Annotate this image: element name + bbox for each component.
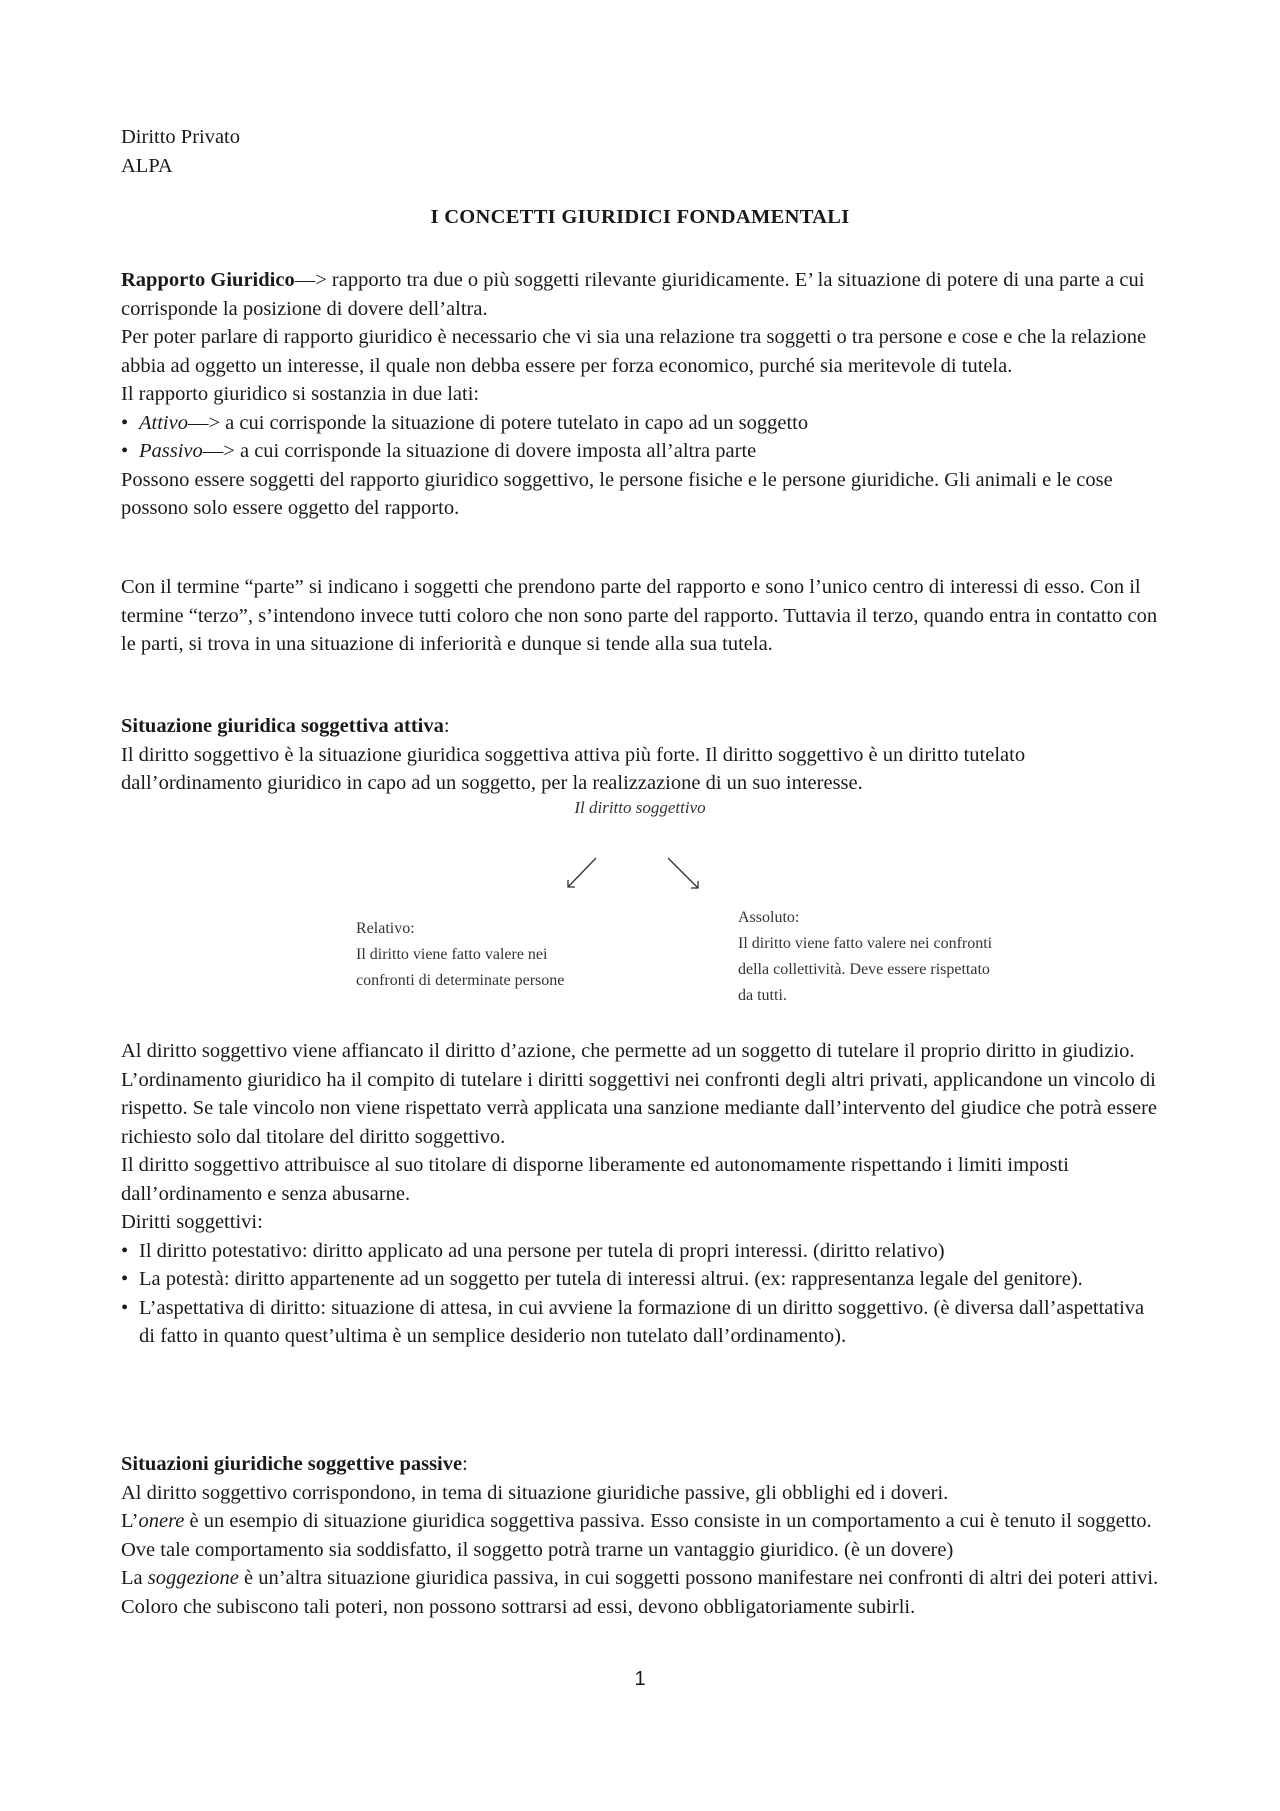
rapporto-paragraph-2: Per poter parlare di rapporto giuridico è necessario che vi sia una relazione tra soggetti o tra persone e cose e che la relazione abbia ad oggetto un interesse, il quale non debba essere per forza economico, purché sia meritevole di tutela. — [121, 326, 1147, 377]
course-name: Diritto Privato — [121, 126, 241, 148]
attivo-text: —> a cui corrisponde la situazione di potere tutelato in capo ad un soggetto — [187, 411, 809, 434]
attiva-heading: Situazione giuridica soggettiva attiva — [121, 715, 444, 737]
bullet-icon: • — [121, 411, 129, 434]
list-item-passivo — [121, 437, 1161, 466]
bullet-icon: • — [121, 1296, 129, 1319]
section-situazioni-passive — [121, 1450, 1161, 1621]
onere-term: onere — [138, 1510, 185, 1532]
diagram-assoluto-box — [738, 905, 992, 1009]
soggezione-term: soggezione — [147, 1567, 239, 1589]
page-title: I CONCETTI GIURIDICI FONDAMENTALI — [430, 206, 850, 228]
diagram-root-label: Il diritto soggettivo — [574, 798, 706, 817]
soggezione-paragraph — [121, 1564, 1161, 1621]
bullet-icon: • — [121, 440, 129, 462]
relativo-title: Relativo: — [356, 920, 415, 937]
arrow-right-icon — [668, 858, 698, 888]
diagram-arrows — [560, 850, 710, 900]
assoluto-line-1: Il diritto viene fatto valere nei confronti — [738, 935, 993, 952]
onere-text: è un esempio di situazione giuridica soggettiva passiva. Esso consiste in un comportamento a cui è tenuto il soggetto. Ove tale comportamento sia soddisfatto, il soggetto potrà trarne un vantaggio giuridico. (è un dovere) — [121, 1510, 1152, 1561]
diritti-list-intro: Diritti soggettivi: — [121, 1211, 263, 1233]
attivo-term: Attivo — [139, 411, 188, 434]
passive-paragraph-1: Al diritto soggettivo corrispondono, in tema di situazione giuridiche passive, gli obblighi ed i doveri. — [121, 1481, 949, 1504]
diagram-relativo-box — [356, 916, 564, 994]
bullet-icon: • — [121, 1239, 129, 1262]
passive-heading: Situazioni giuridiche soggettive passive — [121, 1453, 463, 1475]
assoluto-title: Assoluto: — [738, 909, 800, 926]
parte-terzo-paragraph: Con il termine “parte” si indicano i soggetti che prendono parte del rapporto e sono l’unico centro di interessi di esso. Con il termine “terzo”, s’intendono invece tutti coloro che non sono parte del rapporto. Tuttavia il terzo, quando entra in contatto con le parti, si trova in una situazione di inferiorità e dunque si tende alla sua tutela. — [121, 576, 1158, 655]
bullet-icon: • — [121, 1268, 129, 1290]
rapporto-term: Rapporto Giuridico — [121, 269, 295, 291]
document-header — [121, 123, 1161, 180]
soggezione-text: è un’altra situazione giuridica passiva, in cui soggetti possono manifestare nei confronti di altri dei poteri attivi. Coloro che subiscono tali poteri, non possono sottrarsi ad essi, devono obbligatoriamente subirli. — [121, 1567, 1159, 1618]
section-situazione-attiva — [121, 712, 1161, 798]
attiva-heading-colon: : — [443, 715, 450, 737]
list-item-potesta — [121, 1265, 1161, 1294]
potestativo-text: Il diritto potestativo: diritto applicato ad una persone per tutela di propri interessi. (diritto relativo) — [139, 1239, 945, 1262]
section-diritto-azione — [121, 1037, 1161, 1351]
aspettativa-text: L’aspettativa di diritto: situazione di attesa, in cui avviene la formazione di un diritto soggettivo. (è diversa dall’aspettativa di fatto in quanto quest’ultima è un semplice desiderio non tutelato dall’ordinamento). — [139, 1296, 1145, 1347]
section-parte-terzo — [121, 573, 1161, 659]
onere-prefix: L’ — [121, 1510, 139, 1532]
list-item-potestativo — [121, 1237, 1161, 1266]
author-name: ALPA — [121, 154, 173, 177]
arrow-left-icon — [568, 858, 596, 887]
passivo-term: Passivo — [139, 440, 203, 462]
attiva-heading-line — [121, 712, 1161, 741]
passivo-text: —> a cui corrisponde la situazione di dovere imposta all’altra parte — [202, 440, 757, 462]
relativo-line-2: confronti di determinate persone — [356, 972, 565, 989]
rapporto-arrow: —> — [294, 269, 327, 291]
relativo-line-1: Il diritto viene fatto valere nei — [356, 946, 548, 963]
list-item-aspettativa — [121, 1294, 1161, 1351]
page-number: 1 — [634, 1668, 646, 1690]
section-rapporto-giuridico — [121, 266, 1161, 523]
list-item-attivo — [121, 409, 1161, 438]
attiva-paragraph: Il diritto soggettivo è la situazione giuridica soggettiva attiva più forte. Il diritto soggettivo è un diritto tutelato dall’ordinamento giuridico in capo ad un soggetto, per la realizzazione di un suo interesse. — [121, 743, 1026, 794]
rapporto-definition — [121, 266, 1161, 323]
assoluto-line-2: della collettività. Deve essere rispettato — [738, 961, 990, 978]
assoluto-line-3: da tutti. — [738, 987, 787, 1004]
azione-paragraph-1: Al diritto soggettivo viene affiancato il diritto d’azione, che permette ad un soggetto di tutelare il proprio diritto in giudizio. L’ordinamento giuridico ha il compito di tutelare i diritti soggettivi nei confronti degli altri privati, applicandone un vincolo di rispetto. Se tale vincolo non viene rispettato verrà applicata una sanzione mediante dall’intervento del giudice che potrà essere richiesto solo dal titolare del diritto soggettivo. — [121, 1040, 1157, 1148]
rapporto-paragraph-3: Il rapporto giuridico si sostanzia in due lati: — [121, 383, 480, 405]
rapporto-paragraph-4: Possono essere soggetti del rapporto giuridico soggettivo, le persone fisiche e le persone giuridiche. Gli animali e le cose possono solo essere oggetto del rapporto. — [121, 468, 1113, 519]
passive-heading-colon: : — [462, 1453, 468, 1475]
rapporto-def-text: rapporto tra due o più soggetti rilevante giuridicamente. E’ la situazione di potere di una parte a cui corrisponde la posizione di dovere dell’altra. — [121, 269, 1145, 320]
onere-paragraph — [121, 1507, 1161, 1564]
passive-heading-line — [121, 1450, 1161, 1479]
potesta-text: La potestà: diritto appartenente ad un soggetto per tutela di interessi altrui. (ex: rappresentanza legale del genitore). — [139, 1268, 1083, 1290]
soggezione-prefix: La — [121, 1567, 148, 1589]
azione-paragraph-2: Il diritto soggettivo attribuisce al suo titolare di disporne liberamente ed autonomamente rispettando i limiti imposti dall’ordinamento e senza abusarne. — [121, 1154, 1069, 1205]
